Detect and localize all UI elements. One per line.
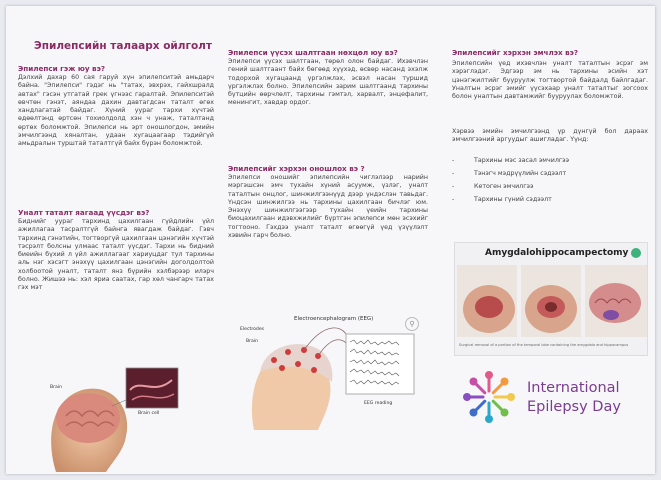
epilepsy-day-text [527, 379, 621, 417]
main-title: Эпилепсийн талаарх ойлголт [34, 40, 212, 52]
list-item: - Тархины мэс засал эмчилгээ [452, 154, 648, 167]
brain-cell-label: Brain cell [138, 411, 160, 416]
heading-causes: Эпилепси үүсэх шалтгаан нөхцөл юу вэ? [228, 48, 398, 57]
heading-treatment: Эпилепсийг хэрхэн эмчлэх вэ? [452, 48, 579, 57]
list-item: - Тархины гүний сэдээлт [452, 193, 648, 206]
heading-why-seizures: Уналт таталт яагаад үүсдэг вэ? [18, 208, 150, 217]
amygdalohippocampectomy-title: Amygdalohippocampectomy [485, 248, 629, 258]
paragraph-causes: Эпилепси үүсэх шалтгаан, төрөл олон байдаг. Ихэвчлэн гений шалтгаант байх бөгөөд хүүхэд, өсвөр насанд эхэлж тодорхой хугацаанд үргэлжлэх, эсвэл насан туршид үргэлжлэх болно. Эпилепсийн зарим шалтгаанд тархины бүтцийн өөрчлөлт, тархины гэмтэл, харвалт, энцефалит, менингит, хавдар ордог. [228, 58, 428, 107]
epilepsy-day-line2: Epilepsy Day [527, 399, 621, 415]
brain-label: Brain [50, 385, 63, 390]
heading-what-is-epilepsy: Эпилепси гэж юу вэ? [18, 64, 106, 73]
paragraph-diagnosis: Эпилепси оношийг эпилепсийн чиглэлээр нарийн мэргэшсэн эмч тухайн хүний асуумж, үзлэг, уналт таталтын онцлог, шинжилгээнүүд дээр үндэслэн тавьдаг. Үндсэн шинжилгээ нь тархины цахилгаан бичлэг юм. Энэхүү шинжилгээгээр тухайн үеийн тархины биоцахилгаан идэвхжилийг бүртгэн эпилепси мөн эсэхийг тогтооно. Гэхдээ уналт таталт өгөөгүй үед үзүүлэлт хэвийн гарч болно. [228, 174, 428, 240]
epilepsy-day-line1: International [527, 380, 620, 396]
eeg-illustration [234, 312, 432, 430]
brain-illustration [36, 360, 186, 472]
paragraph-what-is-epilepsy: Дэлхий дахар 60 сая гаруй хүн эпилепситэй амьдарч байна. "Эпилепси" гэдэг нь "татах, эвхрэх, гайхшралд автах" гэсэн утгатай грек үгнээс гаралтай. Эпилепситэй өвчтөн гэнэт, аяндаа дахин давтагдсан таталт өгөх хандлагатай байдаг. Хүний уураг тархи хүчтэй өдөөлтэнд өртсөн тохиолдолд хэн ч унаж, таталтанд өртөх боломжтой. Эпилепси нь эрт оношлогдон, эмийн эмчилгээнд хяналтан, удаан хугацаагаар тэдийгүй амьдралын турштай таталтгүй байх бүрэн боломжтой. [18, 74, 214, 148]
eeg-title: Electroencephalogram (EEG) [294, 316, 374, 322]
eeg-brain-label: Brain [246, 339, 259, 344]
amygdalohippocampectomy-figure [454, 242, 648, 356]
paragraph-treatment: Эпилепсийн үед ихэвчлэн уналт таталтын эсрэг эм хэрэглэдэг. Эдгээр эм нь тархины эсийн хэт цэнэгжилтийг бууруулж тогтвортой байдалд байлгадаг. Уналтын эсрэг эмийг үүсэхаар уналт таталтыг зогсоох болон уналтын давтамжийг бууруулах боломжтой. [452, 60, 648, 101]
list-item: - Тэнэгч мэдрүүлийн сэдээлт [452, 167, 648, 180]
treatment-list [452, 154, 648, 206]
surgery-illustration [455, 259, 649, 343]
heading-diagnosis: Эпилепсийг хэрхэн оношлох вэ ? [228, 164, 365, 173]
amygdalohippocampectomy-caption: Surgical removal of a portion of the temporal lobe containing the amygdala and hippocampus [459, 343, 629, 347]
brochure-page [6, 6, 655, 474]
paragraph-other-treatments: Хэрвээ эмийн эмчилгээнд үр дүнгүй бол дараах эмчилгээний аргуудыг ашигладаг. Үүнд: [452, 128, 648, 144]
paragraph-why-seizures: Биднийг уураг тархинд цахилгаан гүйдлийн үйл ажиллагаа тасралтгүй байнга явагдаж байдаг. Гэвч тархинд гэнэтийн, тогтворгүй цахилгаан цэнэгийн хүчтэй тэсрэлт болсны улмаас таталт үүсдэг. Тархи нь бидний биеийн бүхий л үйл ажиллагааг хариуцдаг тул тархины аль нэг хэсэгт энэхүү цахилгаан цэнэгийн доголдолтой холбоотой уналт, таталт янз бүрийн хэлбэрээр илэрч болно. Жишээ нь: хэл яриа саатах, гар хөл чангарч татах гэх мэт [18, 218, 214, 292]
electrodes-label: Electrodes [240, 327, 265, 332]
badge-icon [631, 248, 641, 258]
pin-icon: ⚲ [405, 317, 419, 331]
epilepsy-day-logo [458, 366, 520, 428]
list-item: - Кетоген эмчилгээ [452, 180, 648, 193]
eeg-reading-label: EEG reading [364, 401, 393, 406]
